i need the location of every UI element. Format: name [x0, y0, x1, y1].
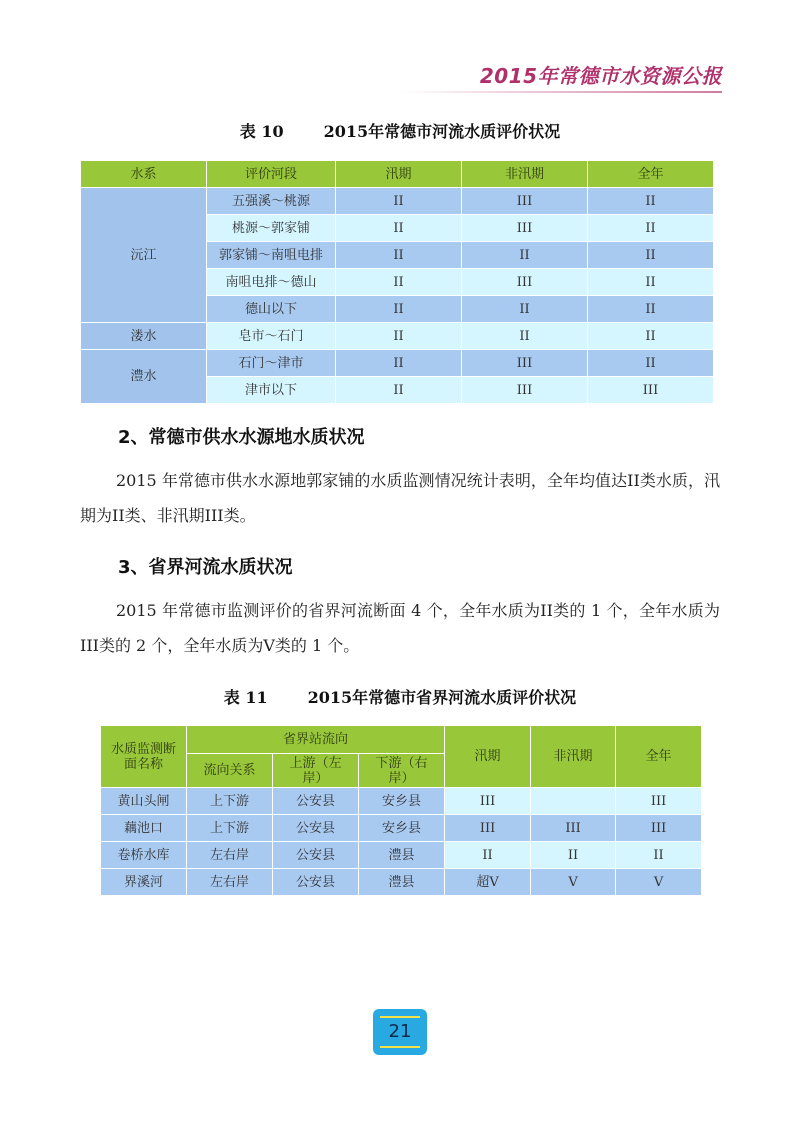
reach-cell: 德山以下 — [207, 296, 336, 323]
grade-cell: II — [336, 242, 462, 269]
river-system-cell: 溇水 — [81, 323, 207, 350]
grade-cell: II — [336, 323, 462, 350]
header-cell-nonflood: 非汛期 — [462, 161, 588, 188]
header-cell-upstream: 上游（左岸） — [273, 754, 359, 788]
upstream-cell: 公安县 — [273, 788, 359, 815]
reach-cell: 五强溪～桃源 — [207, 188, 336, 215]
grade-cell: II — [336, 377, 462, 404]
grade-cell: II — [336, 296, 462, 323]
grade-cell: V — [531, 869, 616, 896]
grade-cell: II — [588, 350, 714, 377]
table10-caption — [0, 119, 800, 142]
table-row — [101, 842, 702, 869]
table-row — [81, 323, 714, 350]
grade-cell: II — [336, 188, 462, 215]
downstream-cell: 安乡县 — [359, 815, 445, 842]
downstream-cell: 澧县 — [359, 842, 445, 869]
grade-cell: III — [445, 815, 531, 842]
header-cell-system: 水系 — [81, 161, 207, 188]
table10-number: 表 10 — [239, 122, 284, 141]
river-system-cell: 澧水 — [81, 350, 207, 404]
downstream-cell: 澧县 — [359, 869, 445, 896]
grade-cell: III — [616, 815, 702, 842]
table11-number: 表 11 — [223, 688, 268, 707]
grade-cell: II — [588, 323, 714, 350]
grade-cell: II — [445, 842, 531, 869]
table-row — [101, 869, 702, 896]
upstream-cell: 公安县 — [273, 815, 359, 842]
header-cell-flow-direction: 省界站流向 — [187, 726, 445, 754]
table10-title: 2015年常德市河流水质评价状况 — [323, 122, 561, 141]
grade-cell: II — [336, 350, 462, 377]
table-row — [101, 788, 702, 815]
table11-title: 2015年常德市省界河流水质评价状况 — [307, 688, 577, 707]
grade-cell: III — [462, 215, 588, 242]
station-cell: 界溪河 — [101, 869, 187, 896]
grade-cell: II — [462, 323, 588, 350]
page-number: 21 — [388, 1021, 412, 1042]
grade-cell: II — [588, 269, 714, 296]
relation-cell: 上下游 — [187, 815, 273, 842]
grade-cell: II — [588, 242, 714, 269]
header-cell-flood: 汛期 — [336, 161, 462, 188]
grade-cell: II — [462, 296, 588, 323]
reach-cell: 石门～津市 — [207, 350, 336, 377]
grade-cell: II — [531, 842, 616, 869]
grade-cell: III — [616, 788, 702, 815]
river-system-cell: 沅江 — [81, 188, 207, 323]
table-row — [81, 188, 714, 215]
reach-cell: 皂市～石门 — [207, 323, 336, 350]
grade-cell: III — [462, 350, 588, 377]
header-cell-relation: 流向关系 — [187, 754, 273, 788]
station-cell: 卷桥水库 — [101, 842, 187, 869]
upstream-cell: 公安县 — [273, 869, 359, 896]
header-rule — [400, 91, 722, 93]
grade-cell: II — [616, 842, 702, 869]
grade-cell: III — [445, 788, 531, 815]
station-cell: 藕池口 — [101, 815, 187, 842]
grade-cell: 超V — [445, 869, 531, 896]
header-cell-year: 全年 — [616, 726, 702, 788]
relation-cell: 左右岸 — [187, 869, 273, 896]
reach-cell: 南咀电排～德山 — [207, 269, 336, 296]
header-cell-flood: 汛期 — [445, 726, 531, 788]
grade-cell: II — [462, 242, 588, 269]
table-row — [101, 815, 702, 842]
header-cell-downstream: 下游（右岸） — [359, 754, 445, 788]
downstream-cell: 安乡县 — [359, 788, 445, 815]
grade-cell — [531, 788, 616, 815]
header-cell-reach: 评价河段 — [207, 161, 336, 188]
header-cell-nonflood: 非汛期 — [531, 726, 616, 788]
report-header-title: 2015年常德市水资源公报 — [479, 64, 722, 88]
table11-caption — [0, 685, 800, 708]
table-header-row — [101, 726, 702, 754]
grade-cell: III — [462, 188, 588, 215]
reach-cell: 津市以下 — [207, 377, 336, 404]
table-header-row — [81, 161, 714, 188]
table-row — [81, 350, 714, 377]
section-heading-water-source: 2、常德市供水水源地水质状况 — [118, 427, 365, 448]
header-cell-year: 全年 — [588, 161, 714, 188]
reach-cell: 郭家铺～南咀电排 — [207, 242, 336, 269]
section-heading-boundary-rivers: 3、省界河流水质状况 — [118, 557, 293, 578]
grade-cell: II — [336, 215, 462, 242]
badge-stripe-bottom — [380, 1046, 420, 1048]
grade-cell: III — [462, 269, 588, 296]
boundary-river-quality-table — [100, 725, 702, 896]
grade-cell: V — [616, 869, 702, 896]
header-cell-station: 水质监测断面名称 — [101, 726, 187, 788]
relation-cell: 左右岸 — [187, 842, 273, 869]
grade-cell: II — [588, 188, 714, 215]
paragraph-water-source: 2015 年常德市供水水源地郭家铺的水质监测情况统计表明，全年均值达II类水质，汛期为II类、非汛期III类。 — [80, 471, 720, 525]
station-cell: 黄山头闸 — [101, 788, 187, 815]
badge-stripe-top — [380, 1016, 420, 1018]
grade-cell: II — [336, 269, 462, 296]
relation-cell: 上下游 — [187, 788, 273, 815]
page-number-badge — [373, 1009, 427, 1055]
river-quality-table — [80, 160, 714, 404]
grade-cell: III — [462, 377, 588, 404]
reach-cell: 桃源～郭家铺 — [207, 215, 336, 242]
grade-cell: III — [588, 377, 714, 404]
grade-cell: II — [588, 215, 714, 242]
upstream-cell: 公安县 — [273, 842, 359, 869]
grade-cell: III — [531, 815, 616, 842]
grade-cell: II — [588, 296, 714, 323]
paragraph-boundary-rivers: 2015 年常德市监测评价的省界河流断面 4 个，全年水质为II类的 1 个，全年水质为III类的 2 个，全年水质为V类的 1 个。 — [80, 601, 720, 655]
